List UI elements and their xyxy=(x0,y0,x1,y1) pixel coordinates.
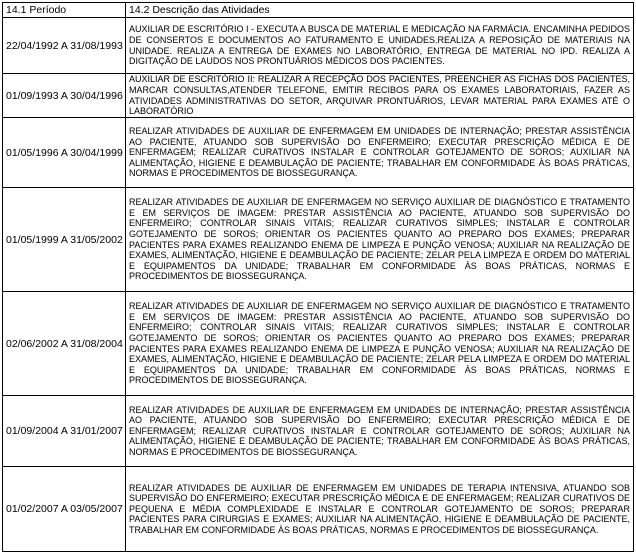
table-row xyxy=(3,188,634,292)
table-row xyxy=(3,396,634,467)
description-column-header: 14.2 Descrição das Atividades xyxy=(126,3,634,18)
activities-table xyxy=(2,2,634,552)
period-cell: 01/09/1993 A 30/04/1996 xyxy=(3,74,126,118)
description-cell: REALIZAR ATIVIDADES DE AUXILIAR DE ENFERMAGEM NO SERVIÇO AUXILIAR DE DIAGNÓSTICO E TRATAMENTO E EM SERVIÇOS DE IMAGEM: PRESTAR ASSISTÊNCIA AO PACIENTE, ATUANDO SOB SUPERVISÃO DO ENFERMEIRO; CONTROLAR SINAIS VITAIS; REALIZAR CURATIVOS SIMPLES; INSTALAR E CONTROLAR GOTEJAMENTO DE SOROS; ORIENTAR OS PACIENTES QUANTO AO PREPARO DOS EXAMES; PREPARAR PACIENTES PARA EXAMES REALIZANDO ENEMA DE LIMPEZA E PUNÇÃO VENOSA; AUXILIAR NA REALIZAÇÃO DE EXAMES, ALIMENTAÇÃO, HIGIENE E DEAMBULAÇÃO DE PACIENTE; ZELAR PELA LIMPEZA E ORDEM DO MATERIAL E EQUIPAMENTOS DA UNIDADE; TRABALHAR EM CONFORMIDADE ÀS BOAS PRÁTICAS, NORMAS E PROCEDIMENTOS DE BIOSSEGURANÇA. xyxy=(126,292,634,396)
table-row xyxy=(3,18,634,74)
description-cell: REALIZAR ATIVIDADES DE AUXILIAR DE ENFERMAGEM EM UNIDADES DE INTERNAÇÃO; PRESTAR ASSISTÊNCIA AO PACIENTE, ATUANDO SOB SUPERVISÃO DO ENFERMEIRO; EXECUTAR PRESCRIÇÃO MÉDICA E DE ENFERMAGEM; REALIZAR CURATIVOS INSTALAR E CONTROLAR GOTEJAMENTO DE SOROS; AUXILIAR NA ALIMENTAÇÃO, HIGIENE E DEAMBULAÇÃO DE PACIENTE; TRABALHAR EM CONFORMIDADE ÀS BOAS PRÁTICAS, NORMAS E PROCEDIMENTOS DE BIOSSEGURANÇA. xyxy=(126,396,634,467)
description-cell: REALIZAR ATIVIDADES DE AUXILIAR DE ENFERMAGEM EM UNIDADES DE INTERNAÇÃO; PRESTAR ASSISTÊNCIA AO PACIENTE, ATUANDO SOB SUPERVISÃO DO ENFERMEIRO; EXECUTAR PRESCRIÇÃO MÉDICA E DE ENFERMAGEM; REALIZAR CURATIVOS INSTALAR E CONTROLAR GOTEJAMENTO DE SOROS; AUXILIAR NA ALIMENTAÇÃO, HIGIENE E DEAMBULAÇÃO DE PACIENTE; TRABALHAR EM CONFORMIDADE ÀS BOAS PRÁTICAS, NORMAS E PROCEDIMENTOS DE BIOSSEGURANÇA. xyxy=(126,118,634,188)
period-column-header: 14.1 Período xyxy=(3,3,126,18)
period-cell: 01/05/1999 A 31/05/2002 xyxy=(3,188,126,292)
period-cell: 01/05/1996 A 30/04/1999 xyxy=(3,118,126,188)
table-row xyxy=(3,74,634,118)
description-cell: REALIZAR ATIVIDADES DE AUXILIAR DE ENFERMAGEM NO SERVIÇO AUXILIAR DE DIAGNÓSTICO E TRATAMENTO E EM SERVIÇOS DE IMAGEM: PRESTAR ASSISTÊNCIA AO PACIENTE, ATUANDO SOB SUPERVISÃO DO ENFERMEIRO; CONTROLAR SINAIS VITAIS; REALIZAR CURATIVOS SIMPLES; INSTALAR E CONTROLAR GOTEJAMENTO DE SOROS; ORIENTAR OS PACIENTES QUANTO AO PREPARO DOS EXAMES; PREPARAR PACIENTES PARA EXAMES REALIZANDO ENEMA DE LIMPEZA E PUNÇÃO VENOSA; AUXILIAR NA REALIZAÇÃO DE EXAMES, ALIMENTAÇÃO, HIGIENE E DEAMBULAÇÃO DE PACIENTE; ZELAR PELA LIMPEZA E ORDEM DO MATERIAL E EQUIPAMENTOS DA UNIDADE; TRABALHAR EM CONFORMIDADE ÀS BOAS PRÁTICAS, NORMAS E PROCEDIMENTOS DE BIOSSEGURANÇA. xyxy=(126,188,634,292)
period-cell: 02/06/2002 A 31/08/2004 xyxy=(3,292,126,396)
table-row xyxy=(3,118,634,188)
description-cell: AUXILIAR DE ESCRITÓRIO II: REALIZAR A RECEPÇÃO DOS PACIENTES, PREENCHER AS FICHAS DOS PACIENTES, MARCAR CONSULTAS,ATENDER TELEFONE, EMITIR RECIBOS PARA OS EXAMES LABORATORIAIS, FAZER AS ATIVIDADES ADMINISTRATIVAS DO SETOR, ARQUIVAR PRONTUÁRIOS, LEVAR MATERIAL PARA EXAMES ATÉ O LABORATÓRIO xyxy=(126,74,634,118)
table-row xyxy=(3,292,634,396)
description-cell: REALIZAR ATIVIDADES DE AUXILIAR DE ENFERMAGEM EM UNIDADES DE TERAPIA INTENSIVA, ATUANDO SOB SUPERVISÃO DO ENFERMEIRO; EXECUTAR PRESCRIÇÃO MÉDICA E DE ENFERMAGEM; REALIZAR CURATIVOS DE PEQUENA E MÉDIA COMPLEXIDADE E INSTALAR E CONTROLAR GOTEJAMENTO DE SOROS; PREPARAR PACIENTES PARA CIRURGIAS E EXAMES; AUXILIAR NA ALIMENTAÇÃO, HIGIENE E DEAMBULAÇÃO DE PACIENTE, TRABALHAR EM CONFORMIDADE ÀS BOAS PRÁTICAS, NORMAS E PROCEDIMENTOS DE BIOSSEGURANÇA. xyxy=(126,467,634,552)
table-header-row xyxy=(3,3,634,18)
period-cell: 01/09/2004 A 31/01/2007 xyxy=(3,396,126,467)
period-cell: 22/04/1992 A 31/08/1993 xyxy=(3,18,126,74)
period-cell: 01/02/2007 A 03/05/2007 xyxy=(3,467,126,552)
description-cell: AUXILIAR DE ESCRITÓRIO I - EXECUTA A BUSCA DE MATERIAL E MEDICAÇÃO NA FARMÁCIA. ENCAMINHA PEDIDOS DE CONSERTOS E DOCUMENTOS AO FATURAMENTO E UNIDADES.REALIZA A REPOSIÇÃO DE MATERIAIS NA UNIDADE. REALIZA A ENTREGA DE EXAMES NO LABORATÓRIO, ENTREGA DE MATERIAL NO IPD. REALIZA A DIGITAÇÃO DE LAUDOS NOS PRONTUÁRIOS MÉDICOS DOS PACIENTES. xyxy=(126,18,634,74)
table-row xyxy=(3,467,634,552)
